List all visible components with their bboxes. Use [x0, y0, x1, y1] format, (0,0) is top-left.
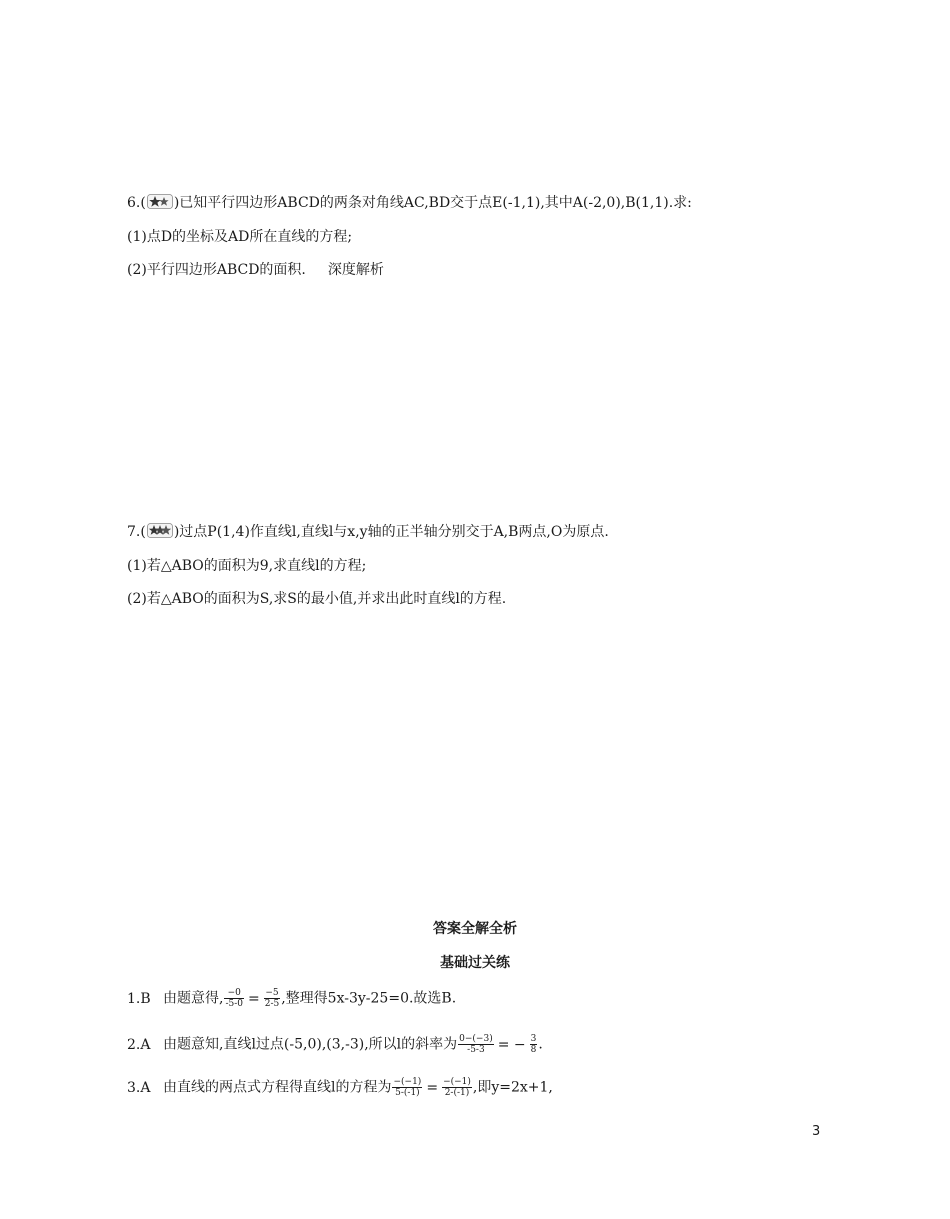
answers-title: 答案全解全析: [433, 921, 517, 937]
page-number: 3: [812, 1124, 821, 1139]
answer-label: 3.A: [127, 1079, 151, 1096]
fraction: $\frac{0-(-3)}{-5-3}$: [459, 1034, 493, 1055]
fraction: $\frac{-0}{-5-0}$: [225, 988, 243, 1009]
fraction: $\frac{3}{8}$: [530, 1034, 537, 1055]
answer-3: 3.A 由直线的两点式方程得直线l的方程为 $\frac{-(-1)}{5-(-1)}$ = $\frac{-(-1)}{2-(-1)}$ ,即y=2x+1,: [127, 1077, 553, 1098]
problem-7-stem: 7.( )过点P(1,4)作直线l,直线l与x,y轴的正半轴分别交于A,B两点,O为原点.: [127, 524, 609, 540]
fraction: $\frac{-(-1)}{2-(-1)}$: [443, 1077, 471, 1098]
problem-6-part-2: (2)平行四边形ABCD的面积. 深度解析: [127, 262, 384, 278]
problem-6-stem: 6.( )已知平行四边形ABCD的两条对角线AC,BD交于点E(-1,1),其中A(-2,0),B(1,1).求:: [127, 195, 692, 211]
answer-label: 2.A: [127, 1036, 151, 1053]
deep-analysis-label: 深度解析: [327, 262, 384, 278]
difficulty-star-icon: [147, 194, 173, 209]
problem-6-number: 6.: [127, 195, 141, 211]
problem-7-number: 7.: [127, 524, 141, 540]
problem-6-part-1: (1)点D的坐标及AD所在直线的方程;: [127, 229, 353, 245]
answer-2: 2.A 由题意知,直线l过点(-5,0),(3,-3),所以l的斜率为 $\frac{0-(-3)}{-5-3}$ = − $\frac{3}{8}$ .: [127, 1034, 543, 1055]
problem-7-text: 过点P(1,4)作直线l,直线l与x,y轴的正半轴分别交于A,B两点,O为原点.: [179, 524, 609, 540]
answer-label: 1.B: [127, 990, 151, 1007]
fraction: $\frac{-5}{2-5}$: [264, 988, 280, 1009]
answer-1: 1.B 由题意得, $\frac{-0}{-5-0}$ = $\frac{-5}{2-5}$ ,整理得5x-3y-25=0.故选B.: [127, 988, 457, 1009]
problem-7-part-1: (1)若△ABO的面积为9,求直线l的方程;: [127, 558, 367, 574]
answers-subtitle: 基础过关练: [440, 955, 510, 971]
problem-7-part-2: (2)若△ABO的面积为S,求S的最小值,并求出此时直线l的方程.: [127, 591, 507, 607]
fraction: $\frac{-(-1)}{5-(-1)}$: [393, 1077, 422, 1098]
problem-6-text: 已知平行四边形ABCD的两条对角线AC,BD交于点E(-1,1),其中A(-2,0),B(1,1).求:: [179, 195, 692, 211]
difficulty-star-icon: [147, 523, 173, 538]
